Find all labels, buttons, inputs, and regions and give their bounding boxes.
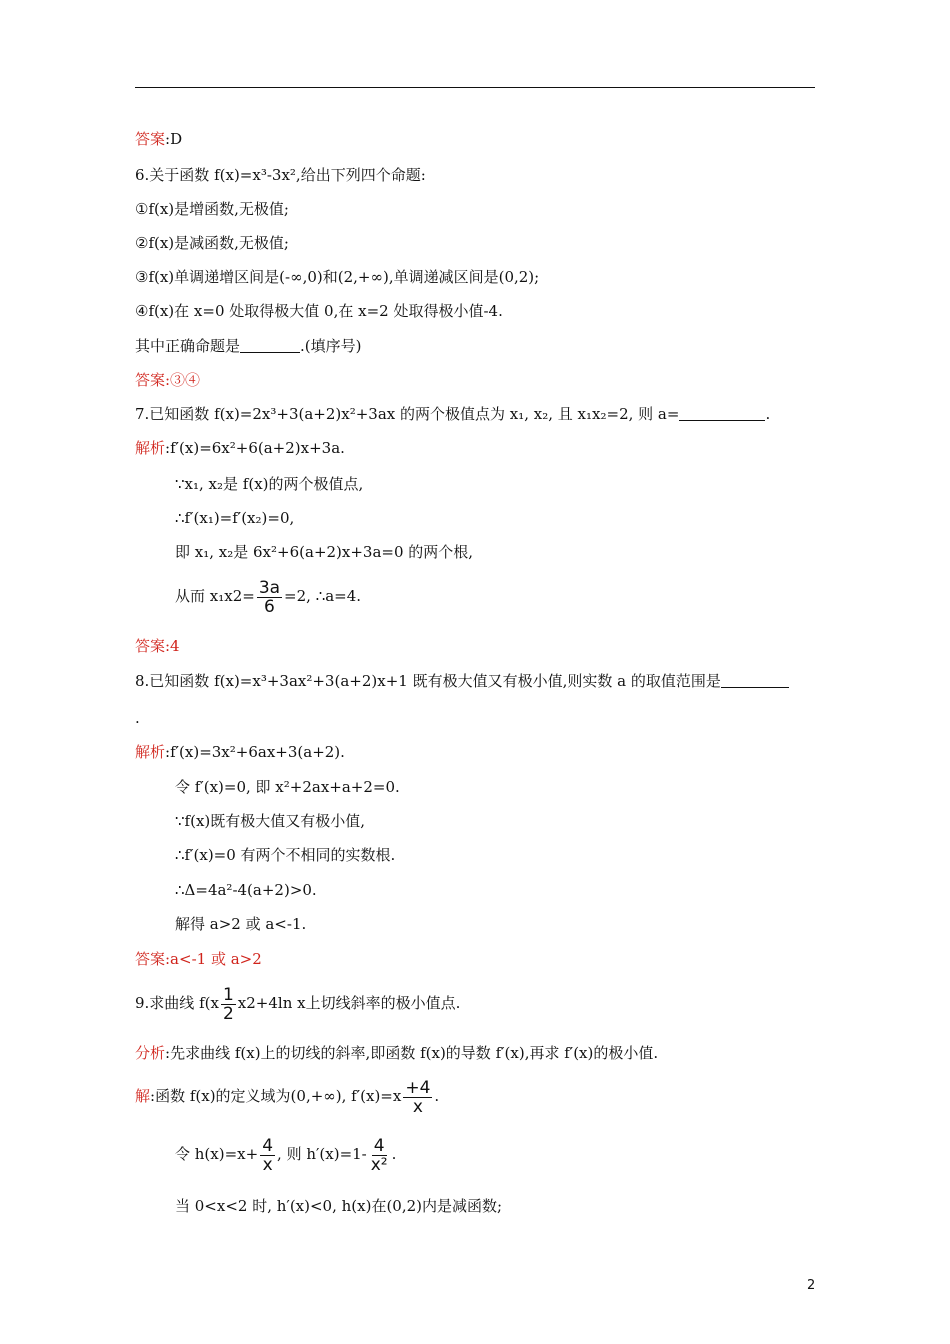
q7-step-1: ∵x₁, x₂是 f(x)的两个极值点,	[175, 475, 364, 493]
q8-step-5: 解得 a>2 或 a<-1.	[175, 915, 307, 933]
q6-option-3: ③f(x)单调递增区间是(-∞,0)和(2,+∞),单调递减区间是(0,2);	[135, 268, 540, 286]
q6-fill-prompt: 其中正确命题是 .(填序号)	[135, 337, 362, 355]
q8-step-1: 令 f′(x)=0, 即 x²+2ax+a+2=0.	[175, 778, 400, 796]
answer-blank	[721, 672, 789, 688]
fraction: $\frac{1}{2}$	[222, 984, 234, 1024]
q8-analysis: 解析:f′(x)=3x²+6ax+3(a+2).	[135, 743, 345, 761]
answer-6: 答案:③④	[135, 371, 201, 389]
q6-option-4: ④f(x)在 x=0 处取得极大值 0,在 x=2 处取得极小值-4.	[135, 302, 503, 320]
question-8: 8.已知函数 f(x)=x³+3ax²+3(a+2)x+1 既有极大值又有极小值,则实数 a 的取值范围是	[135, 671, 789, 691]
page-number: 2	[807, 1278, 816, 1293]
q9-solution: 解:函数 f(x)的定义域为(0,+∞), f′(x)=x $\frac{+4}{x}$ .	[135, 1077, 440, 1117]
answer-8: 答案:a<-1 或 a>2	[135, 950, 262, 968]
q9-step-2: 当 0<x<2 时, h′(x)<0, h(x)在(0,2)内是减函数;	[175, 1197, 503, 1215]
answer-7: 答案:4	[135, 637, 180, 655]
header-rule	[135, 87, 815, 88]
q9-analysis: 分析:先求曲线 f(x)上的切线的斜率,即函数 f(x)的导数 f′(x),再求 f′(x)的极小值.	[135, 1044, 659, 1062]
question-9: 9.求曲线 f(x $\frac{1}{2}$ x2+4ln x上切线斜率的极小值点.	[135, 984, 461, 1024]
answer-blank	[240, 337, 300, 353]
q7-step-2: ∴f′(x₁)=f′(x₂)=0,	[175, 509, 295, 527]
answer-5: 答案:D	[135, 130, 183, 148]
fraction: $\frac{4}{x}$	[262, 1135, 274, 1175]
q7-step-3: 即 x₁, x₂是 6x²+6(a+2)x+3a=0 的两个根,	[175, 543, 474, 561]
q7-step-4: 从而 x₁x2= $\frac{3a}{6}$ =2, ∴a=4.	[175, 577, 362, 617]
q8-step-4: ∴Δ=4a²-4(a+2)>0.	[175, 881, 317, 899]
fraction: $\frac{4}{\text{x²}}$	[370, 1135, 388, 1175]
q9-step-1: 令 h(x)=x+ $\frac{4}{x}$ , 则 h′(x)=1- $\frac{4}{\text{x²}}$ .	[175, 1135, 397, 1175]
q7-analysis: 解析:f′(x)=6x²+6(a+2)x+3a.	[135, 439, 345, 457]
q8-step-2: ∵f(x)既有极大值又有极小值,	[175, 812, 366, 830]
fraction: $\frac{3a}{6}$	[258, 577, 281, 617]
q6-option-2: ②f(x)是减函数,无极值;	[135, 234, 289, 252]
answer-blank	[679, 405, 765, 421]
q8-period: .	[135, 709, 140, 727]
question-6: 6.关于函数 f(x)=x³-3x²,给出下列四个命题:	[135, 166, 426, 184]
q8-step-3: ∴f′(x)=0 有两个不相同的实数根.	[175, 846, 396, 864]
fraction: $\frac{+4}{x}$	[405, 1077, 431, 1117]
question-7: 7.已知函数 f(x)=2x³+3(a+2)x²+3ax 的两个极值点为 x₁, x₂, 且 x₁x₂=2, 则 a= .	[135, 405, 771, 423]
q6-option-1: ①f(x)是增函数,无极值;	[135, 200, 289, 218]
